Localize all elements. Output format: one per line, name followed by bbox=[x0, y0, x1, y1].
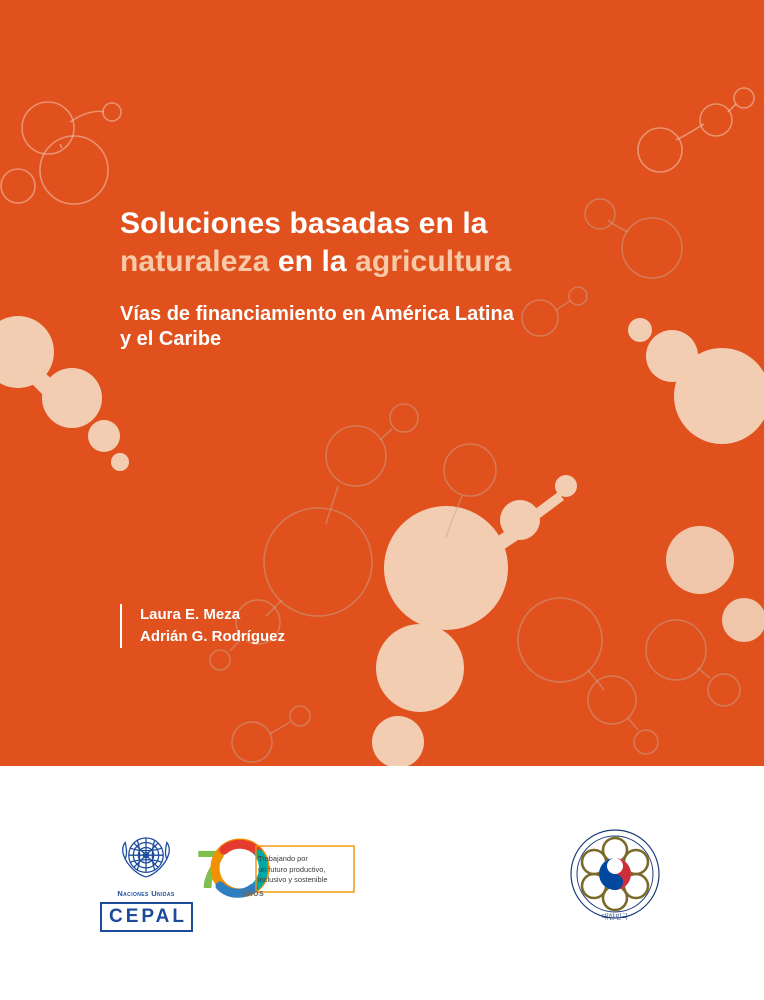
anniversary-tagline bbox=[258, 854, 344, 886]
author-name-1: Laura E. Meza bbox=[140, 606, 241, 623]
united-nations-emblem-icon bbox=[117, 828, 175, 886]
cover-title-block bbox=[120, 205, 660, 353]
title-line-2 bbox=[120, 243, 660, 281]
title-highlight-agricultura: agricultura bbox=[355, 245, 512, 279]
author-list bbox=[120, 604, 285, 648]
title-connector: en la bbox=[269, 245, 356, 279]
cepal-wordmark: CEPAL bbox=[100, 902, 193, 932]
cover-subtitle bbox=[120, 302, 660, 353]
anniversary-word: años bbox=[242, 888, 265, 898]
footer-logo-bar bbox=[0, 766, 764, 1000]
title-highlight-naturaleza: naturaleza bbox=[120, 245, 270, 279]
author-name-2: Adrián G. Rodríguez bbox=[140, 627, 286, 645]
anniversary-75-logo bbox=[196, 838, 356, 918]
title-line-1: Soluciones basadas en la bbox=[120, 207, 488, 240]
subtitle-line-1: Vías de financiamiento en América Latina bbox=[120, 302, 514, 325]
un-cepal-logo bbox=[100, 828, 192, 932]
tagline-line-3: inclusivo y sostenible bbox=[258, 875, 328, 885]
svg-text:대한민국: 대한민국 bbox=[601, 914, 629, 921]
svg-text:7: 7 bbox=[196, 840, 227, 900]
korea-government-logo bbox=[560, 828, 670, 929]
un-label: Naciones Unidas bbox=[117, 889, 175, 898]
republic-of-korea-emblem-icon bbox=[567, 828, 663, 924]
tagline-line-1: Trabajando por bbox=[258, 854, 308, 863]
subtitle-line-2: y el Caribe bbox=[120, 328, 222, 351]
tagline-line-2: un futuro productivo, bbox=[258, 864, 326, 874]
